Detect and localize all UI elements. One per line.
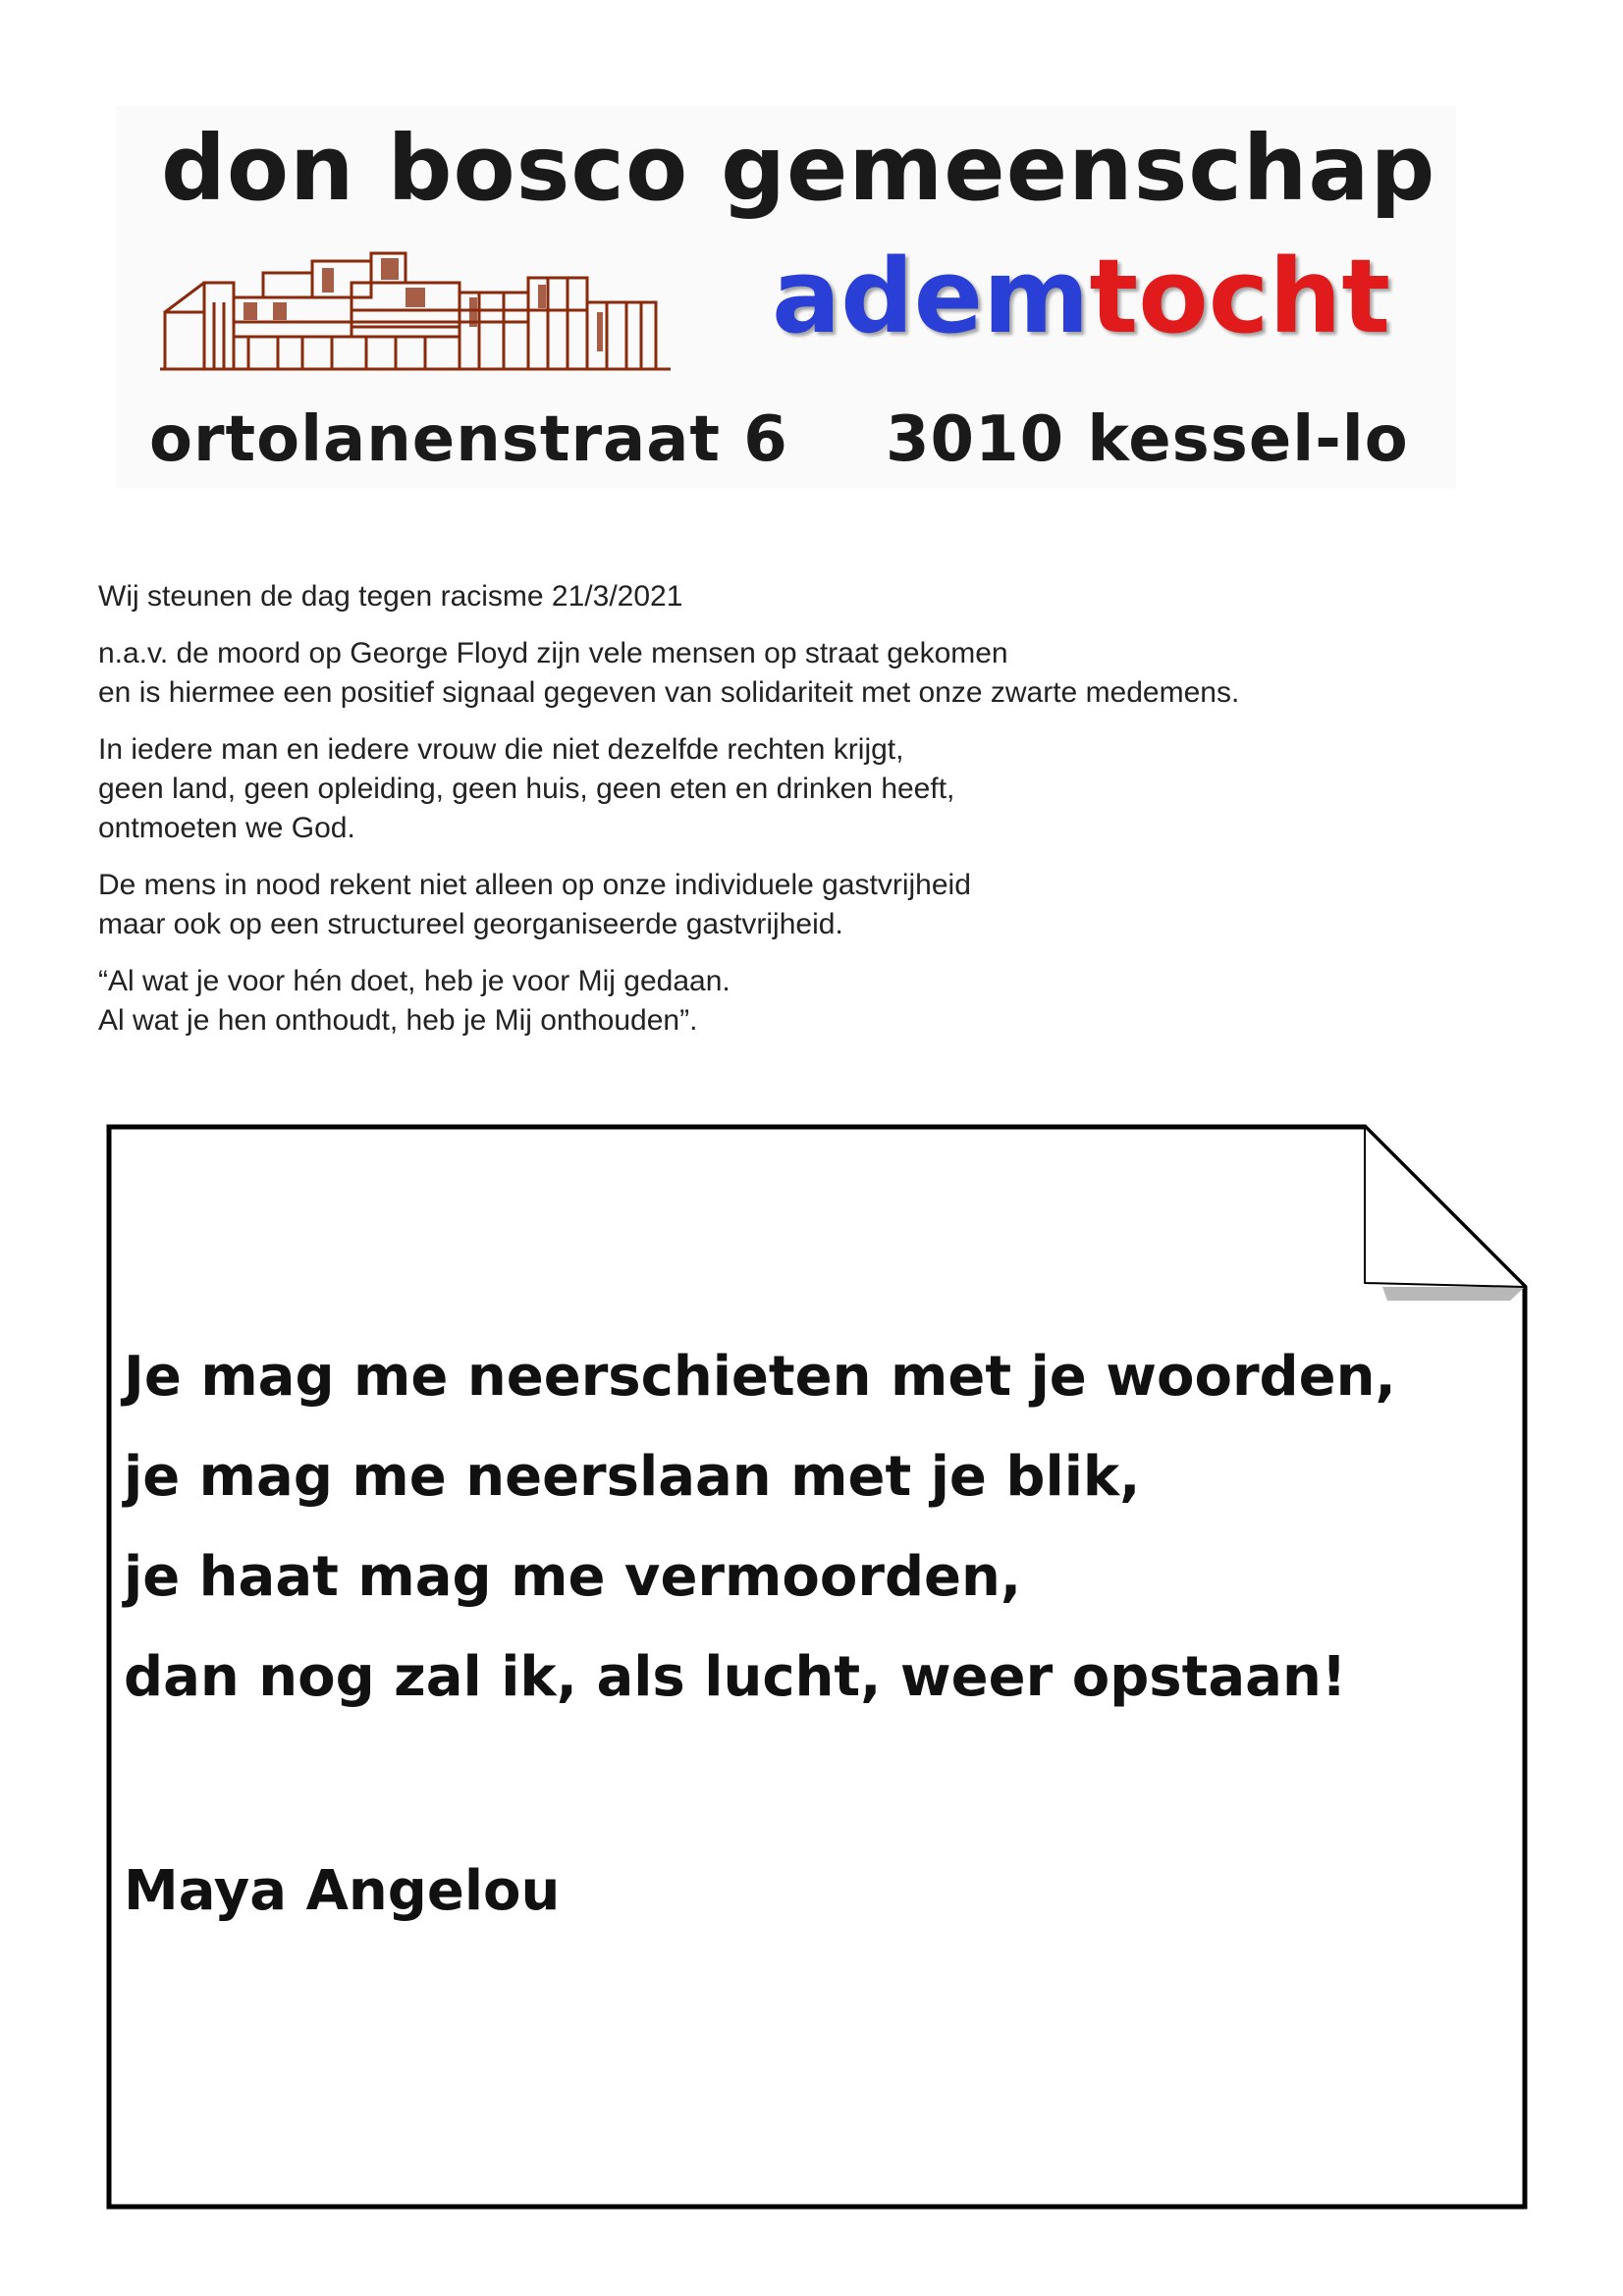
text-line: geen land, geen opleiding, geen huis, geen eten en drinken heeft, xyxy=(98,773,955,805)
address-city: 3010 kessel-lo xyxy=(886,403,1409,476)
paragraph xyxy=(98,866,1473,944)
text-line: De mens in nood rekent niet alleen op onze individuele gastvrijheid xyxy=(98,869,971,901)
project-name-part-1: adem xyxy=(772,237,1090,356)
text-line: maar ook op een structureel georganiseerde gastvrijheid. xyxy=(98,908,843,940)
quote-text xyxy=(124,1327,1396,1728)
body-text xyxy=(98,577,1473,1058)
quote-line: Je mag me neerschieten met je woorden, xyxy=(124,1345,1396,1409)
address-street: ortolanenstraat 6 xyxy=(149,403,788,476)
paragraph xyxy=(98,962,1473,1041)
quote-line: je haat mag me vermoorden, xyxy=(124,1545,1022,1609)
building-sketch-logo xyxy=(155,243,676,391)
quote-author: Maya Angelou xyxy=(124,1859,561,1923)
text-line: Al wat je hen onthoudt, heb je Mij onthouden”. xyxy=(98,1004,698,1037)
quote-card xyxy=(106,1124,1528,2210)
text-line: en is hiermee een positief signaal gegeven van solidariteit met onze zwarte medemens. xyxy=(98,676,1240,709)
paragraph xyxy=(98,730,1473,848)
text-line: n.a.v. de moord op George Floyd zijn vele mensen op straat gekomen xyxy=(98,637,1008,669)
text-line: Wij steunen de dag tegen racisme 21/3/2021 xyxy=(98,580,683,613)
quote-line: je mag me neerslaan met je blik, xyxy=(124,1445,1141,1509)
organization-title: don bosco gemeenschap xyxy=(161,116,1436,221)
text-line: “Al wat je voor hén doet, heb je voor Mij gedaan. xyxy=(98,965,730,997)
quote-line: dan nog zal ik, als lucht, weer opstaan! xyxy=(124,1645,1347,1709)
project-name-part-2: tocht xyxy=(1089,237,1391,356)
text-line: ontmoeten we God. xyxy=(98,812,355,844)
paragraph xyxy=(98,577,1473,616)
letterhead xyxy=(116,106,1456,489)
project-name xyxy=(772,237,1391,356)
paragraph xyxy=(98,634,1473,713)
text-line: In iedere man en iedere vrouw die niet dezelfde rechten krijgt, xyxy=(98,733,904,766)
